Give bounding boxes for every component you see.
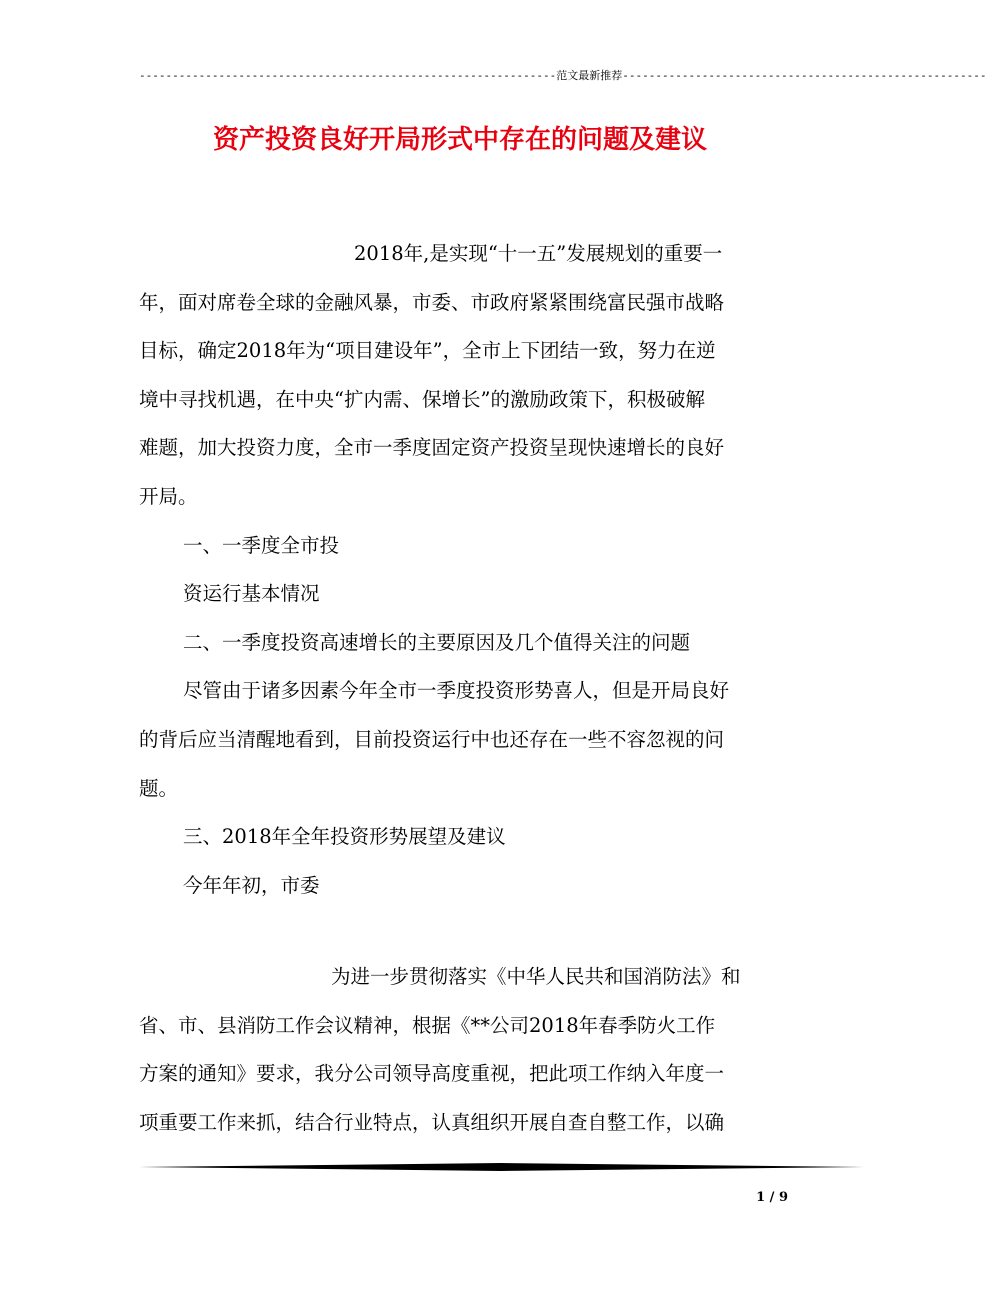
paragraph-line: 题。 bbox=[139, 776, 179, 800]
paragraph-line: 年，面对席卷全球的金融风暴，市委、市政府紧紧围绕富民强市战略 bbox=[139, 290, 725, 314]
paragraph-line: 的背后应当清醒地看到，目前投资运行中也还存在一些不容忽视的问 bbox=[139, 727, 725, 751]
paragraph-line: 难题，加大投资力度，全市一季度固定资产投资呈现快速增长的良好 bbox=[139, 436, 725, 460]
section-heading: 一、一季度全市投 bbox=[183, 533, 340, 557]
paragraph-line: 2018年,是实现“十一五”发展规划的重要一 bbox=[354, 242, 723, 265]
paragraph-line: 省、市、县消防工作会议精神，根据《**公司2018年春季防火工作 bbox=[139, 1013, 716, 1037]
page-number: 1 / 9 bbox=[756, 1190, 788, 1205]
section-heading: 资运行基本情况 bbox=[183, 582, 320, 606]
document-title: 资产投资良好开局形式中存在的问题及建议 bbox=[212, 125, 707, 155]
paragraph-line: 境中寻找机遇，在中央“扩内需、保增长”的激励政策下，积极破解 bbox=[139, 387, 705, 411]
paragraph-line: 开局。 bbox=[139, 484, 198, 508]
section-heading: 三、2018年全年投资形势展望及建议 bbox=[183, 825, 506, 849]
paragraph-line: 目标，确定2018年为“项目建设年”，全市上下团结一致，努力在逆 bbox=[139, 339, 716, 363]
paragraph-line: 为进一步贯彻落实《中华人民共和国消防法》和 bbox=[331, 965, 741, 988]
body-section-a bbox=[139, 230, 784, 910]
footer-divider bbox=[139, 1162, 864, 1172]
paragraph-line: 方案的通知》要求，我分公司领导高度重视，把此项工作纳入年度一 bbox=[139, 1062, 725, 1086]
paragraph-line: 尽管由于诸多因素今年全市一季度投资形势喜人，但是开局良好 bbox=[183, 679, 730, 703]
paragraph-line: 今年年初，市委 bbox=[183, 873, 320, 897]
page-header: ---------------------------------------------------------------范文最新推荐------------------------------------------------------- bbox=[139, 69, 986, 82]
section-heading: 二、一季度投资高速增长的主要原因及几个值得关注的问题 bbox=[183, 630, 691, 654]
paragraph-line: 项重要工作来抓，结合行业特点，认真组织开展自查自整工作，以确 bbox=[139, 1110, 725, 1134]
body-section-b bbox=[139, 953, 784, 1147]
